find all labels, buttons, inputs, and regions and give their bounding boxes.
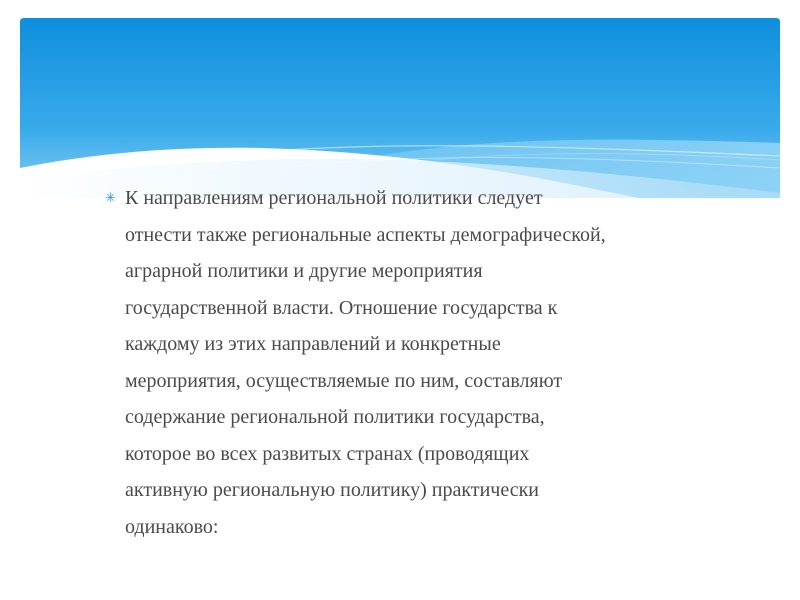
paragraph-line: мероприятия, осуществляемые по ним, составляют xyxy=(125,369,563,392)
bullet-item xyxy=(105,180,725,545)
paragraph-line: содержание региональной политики государства, xyxy=(125,406,545,428)
paragraph-line: активную региональную политику) практически xyxy=(125,479,540,501)
paragraph-line: которое во всех развитых странах (проводящих xyxy=(125,442,530,465)
paragraph-line: одинаково: xyxy=(125,515,219,538)
paragraph-line: государственной власти. Отношение государства к xyxy=(125,296,558,319)
paragraph-line: К направлениям региональной политики следует xyxy=(125,187,543,209)
paragraph-line: аграрной политики и другие мероприятия xyxy=(125,260,483,282)
bullet-star-icon: ✳ xyxy=(105,191,116,206)
slide-body xyxy=(105,180,725,545)
paragraph-line: каждому из этих направлений и конкретные xyxy=(125,333,501,355)
paragraph-line: отнести также региональные аспекты демографической, xyxy=(125,223,606,246)
bullet-paragraph xyxy=(125,180,725,545)
